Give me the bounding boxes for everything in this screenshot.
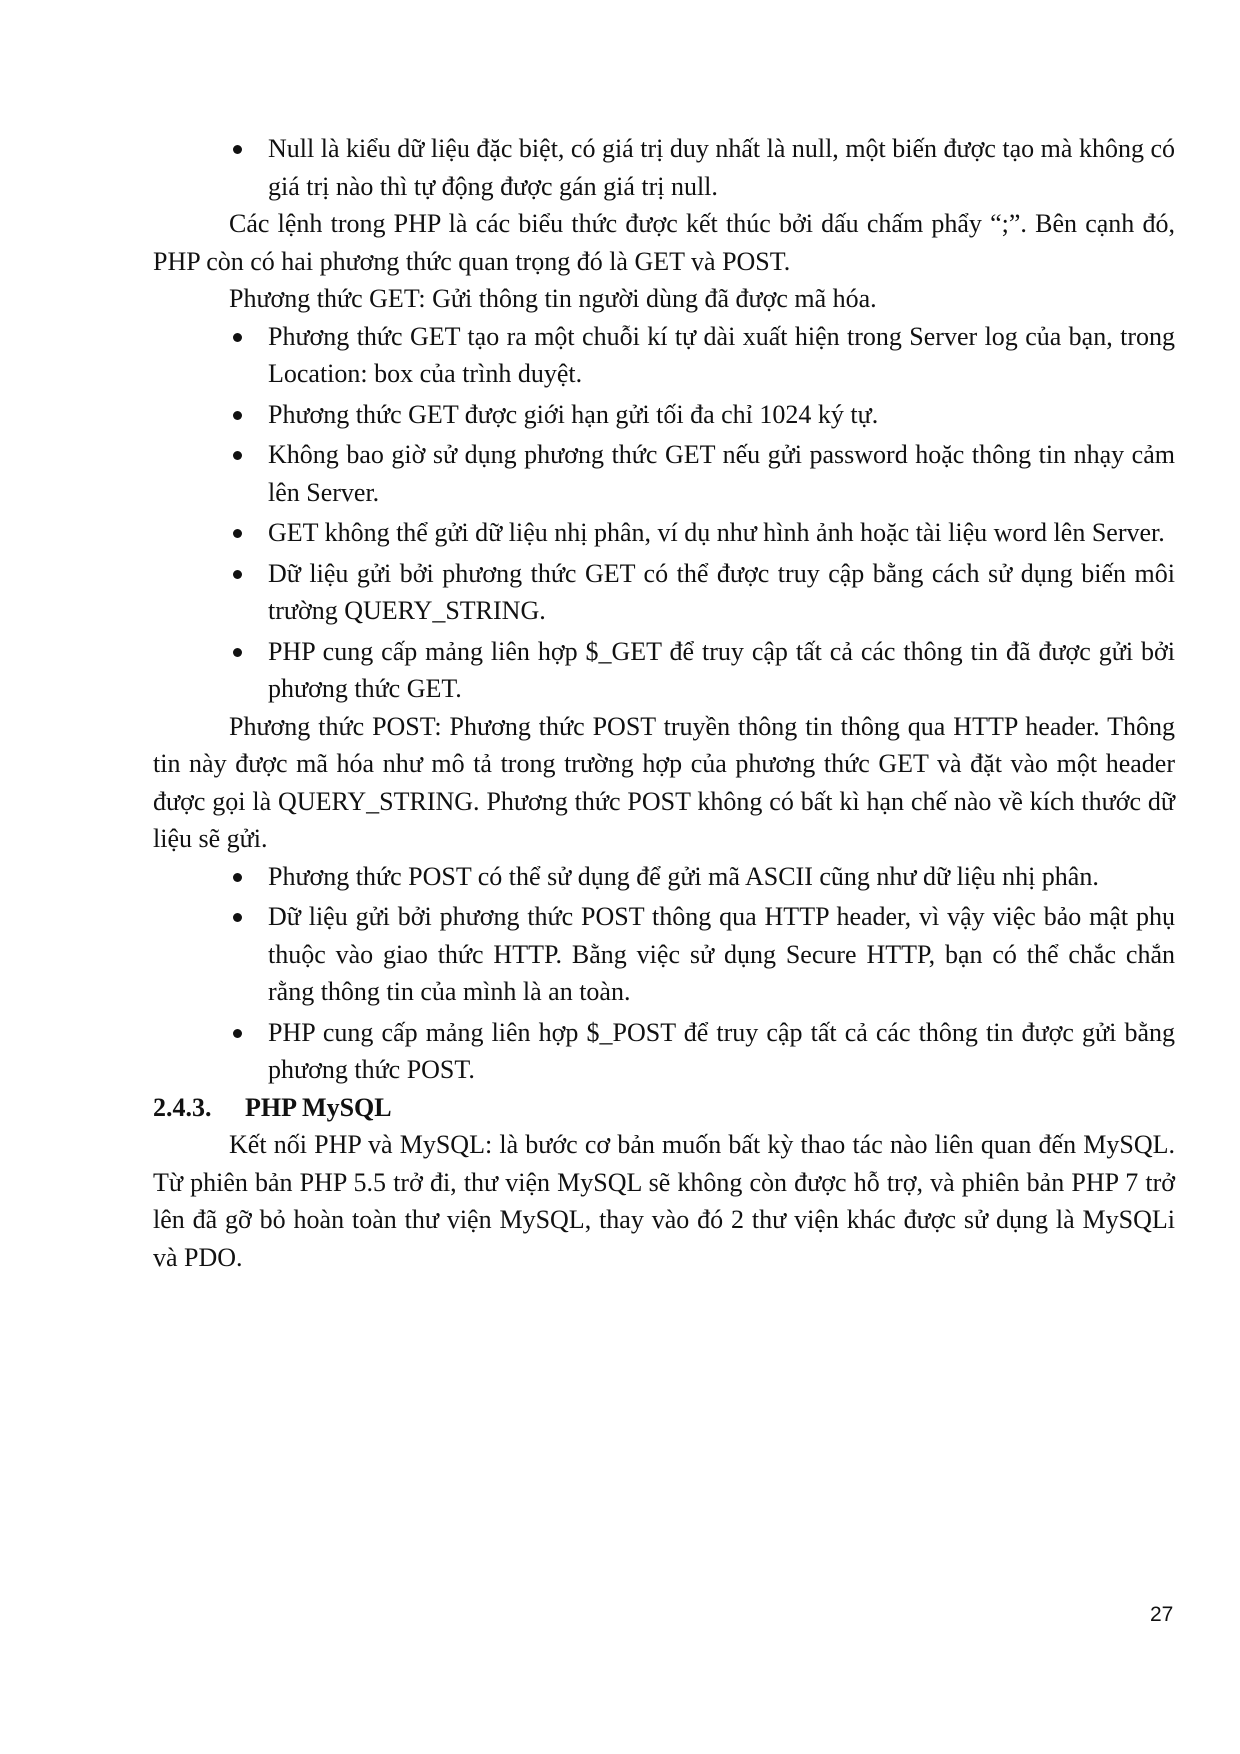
section-number: 2.4.3. — [153, 1092, 212, 1122]
null-type-list — [153, 130, 1175, 205]
list-item: Phương thức POST có thể sử dụng để gửi mã ASCII cũng như dữ liệu nhị phân. — [268, 858, 1175, 896]
list-item: Phương thức GET được giới hạn gửi tối đa chỉ 1024 ký tự. — [268, 396, 1175, 434]
section-title: PHP MySQL — [245, 1092, 392, 1122]
list-item: Null là kiểu dữ liệu đặc biệt, có giá trị duy nhất là null, một biến được tạo mà không có giá trị nào thì tự động được gán giá trị null. — [268, 130, 1175, 205]
section-heading — [153, 1089, 1175, 1127]
post-method-paragraph: Phương thức POST: Phương thức POST truyền thông tin thông qua HTTP header. Thông tin này được mã hóa như mô tả trong trường hợp của phương thức GET và đặt vào một header được gọi là QUERY_STRING. Phương thức POST không có bất kì hạn chế nào về kích thước dữ liệu sẽ gửi. — [153, 711, 1175, 853]
post-method-list — [153, 858, 1175, 1089]
get-method-list — [153, 318, 1175, 708]
page-content — [153, 130, 1175, 1276]
list-item: Dữ liệu gửi bởi phương thức POST thông qua HTTP header, vì vậy việc bảo mật phụ thuộc vào giao thức HTTP. Bằng việc sử dụng Secure HTTP, bạn có thể chắc chắn rằng thông tin của mình là an toàn. — [268, 898, 1175, 1011]
list-item: PHP cung cấp mảng liên hợp $_POST để truy cập tất cả các thông tin được gửi bằng phương thức POST. — [268, 1014, 1175, 1089]
list-item: Phương thức GET tạo ra một chuỗi kí tự dài xuất hiện trong Server log của bạn, trong Location: box của trình duyệt. — [268, 318, 1175, 393]
list-item: Dữ liệu gửi bởi phương thức GET có thể được truy cập bằng cách sử dụng biến môi trường QUERY_STRING. — [268, 555, 1175, 630]
list-item: GET không thể gửi dữ liệu nhị phân, ví dụ như hình ảnh hoặc tài liệu word lên Server. — [268, 514, 1175, 552]
statements-paragraph: Các lệnh trong PHP là các biểu thức được kết thúc bởi dấu chấm phẩy “;”. Bên cạnh đó, PHP còn có hai phương thức quan trọng đó là GET và POST. — [153, 209, 1175, 276]
page-number: 27 — [1150, 1603, 1174, 1626]
mysql-paragraph: Kết nối PHP và MySQL: là bước cơ bản muốn bất kỳ thao tác nào liên quan đến MySQL. Từ phiên bản PHP 5.5 trở đi, thư viện MySQL sẽ không còn được hỗ trợ, và phiên bản PHP 7 trở lên đã gỡ bỏ hoàn toàn thư viện MySQL, thay vào đó 2 thư viện khác được sử dụng là MySQLi và PDO. — [153, 1130, 1175, 1272]
get-method-paragraph: Phương thức GET: Gửi thông tin người dùng đã được mã hóa. — [229, 284, 877, 313]
list-item: Không bao giờ sử dụng phương thức GET nếu gửi password hoặc thông tin nhạy cảm lên Server. — [268, 436, 1175, 511]
list-item: PHP cung cấp mảng liên hợp $_GET để truy cập tất cả các thông tin đã được gửi bởi phương thức GET. — [268, 633, 1175, 708]
